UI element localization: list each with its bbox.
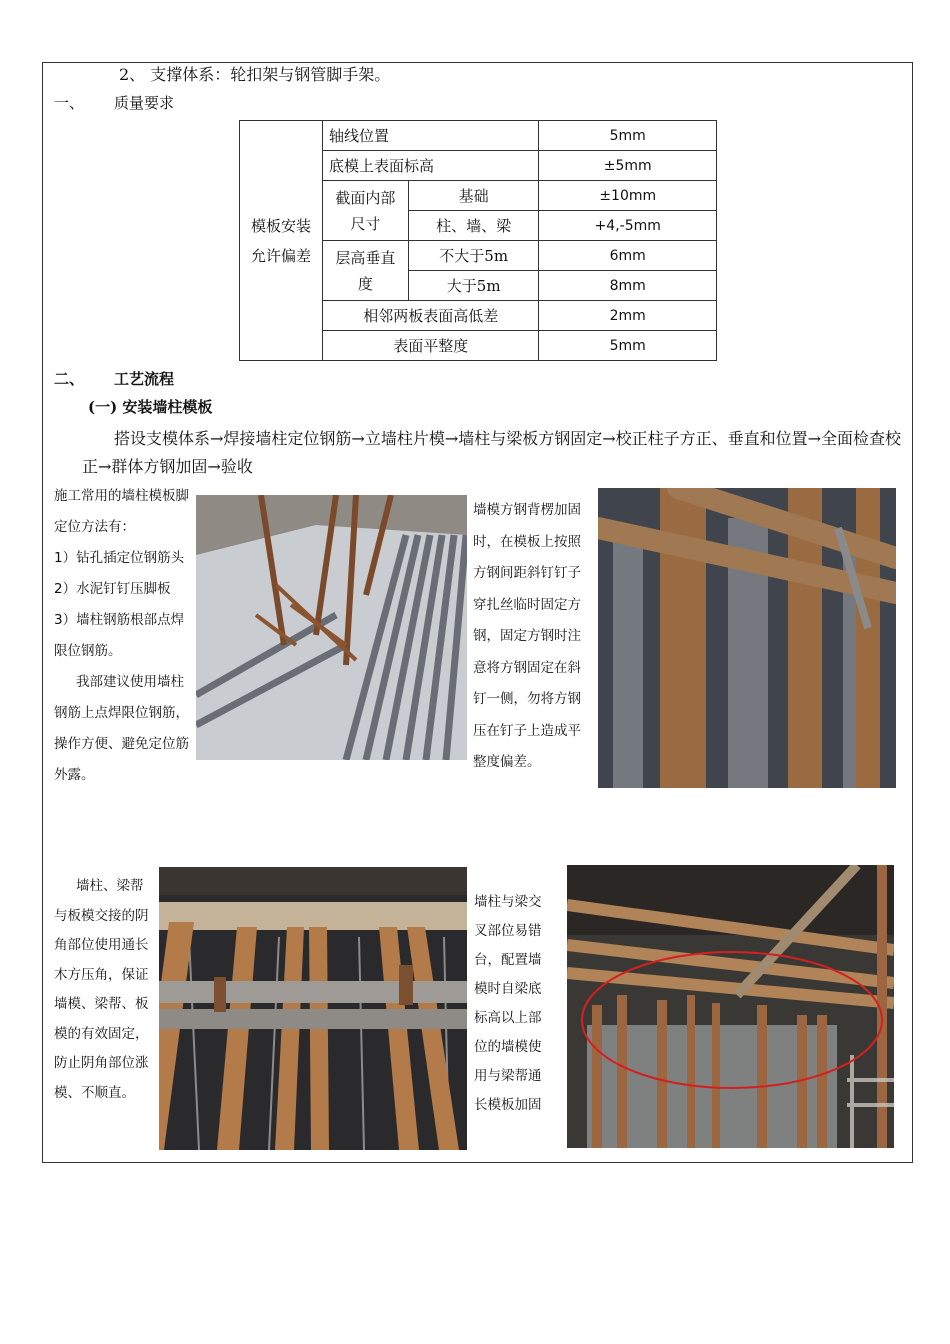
section-process-heading bbox=[54, 368, 174, 389]
beam-wall-junction-photo bbox=[567, 865, 894, 1148]
table-group-label: 模板安装允许偏差 bbox=[240, 121, 323, 361]
table-cell-value: 6mm bbox=[539, 241, 717, 271]
note-line: 施工常用的墙柱模板脚定位方法有： bbox=[54, 488, 189, 535]
table-cell-subitem: 基础 bbox=[408, 181, 539, 211]
table-cell-value: ±5mm bbox=[539, 151, 717, 181]
table-cell-value: 5mm bbox=[539, 331, 717, 361]
table-cell-item: 相邻两板表面高低差 bbox=[322, 301, 538, 331]
quality-tolerance-table bbox=[239, 120, 717, 361]
support-system-line: 2、 支撑体系：轮扣架与钢管脚手架。 bbox=[119, 65, 391, 84]
note-line: 2）水泥钉钉压脚板 bbox=[54, 581, 171, 597]
table-cell-value: +4,-5mm bbox=[539, 211, 717, 241]
process-flow-text: 搭设支模体系→焊接墙柱定位钢筋→立墙柱片模→墙柱与梁板方钢固定→校正柱子方正、垂直和位置→全面检查校正→群体方钢加固→验收 bbox=[82, 429, 902, 476]
corner-note: 墙柱、梁帮与板模交接的阴角部位使用通长木方压角，保证墙模、梁帮、板模的有效固定，防止阴角部位涨模、不顺直。 bbox=[54, 878, 149, 1101]
note-line: 3）墙柱钢筋根部点焊限位钢筋。 bbox=[54, 612, 185, 659]
table-cell-item: 轴线位置 bbox=[322, 121, 538, 151]
table-cell-item: 层高垂直度 bbox=[322, 241, 408, 301]
square-steel-note: 墙模方钢背楞加固时，在模板上按照方钢间距斜钉钉子穿扎丝临时固定方钢，固定方钢时注意将方钢固定在斜钉一侧，勿将方钢压在钉子上造成平整度偏差。 bbox=[473, 502, 581, 770]
table-cell-item: 截面内部尺寸 bbox=[322, 181, 408, 241]
table-cell-item: 表面平整度 bbox=[322, 331, 538, 361]
subsection-heading: (一) 安装墙柱模板 bbox=[88, 398, 213, 416]
table-cell-subitem: 大于5m bbox=[408, 271, 539, 301]
section-title: 质量要求 bbox=[114, 94, 175, 112]
table-cell-value: 5mm bbox=[539, 121, 717, 151]
section-number: 一、 bbox=[54, 94, 85, 112]
table-cell-value: 8mm bbox=[539, 271, 717, 301]
rebar-positioning-photo bbox=[196, 495, 467, 760]
table-cell-value: ±10mm bbox=[539, 181, 717, 211]
section-number: 二、 bbox=[54, 370, 85, 388]
table-cell-value: 2mm bbox=[539, 301, 717, 331]
junction-note: 墙柱与梁交叉部位易错台，配置墙模时自梁底标高以上部位的墙模使用与梁帮通长模板加固 bbox=[474, 894, 542, 1113]
note-line: 1）钻孔插定位钢筋头 bbox=[54, 550, 185, 566]
note-line: 我部建议使用墙柱钢筋上点焊限位钢筋，操作方便、避免定位筋外露。 bbox=[54, 674, 189, 783]
section-quality-heading bbox=[54, 92, 174, 113]
corner-timber-photo bbox=[159, 867, 467, 1150]
section-title: 工艺流程 bbox=[114, 370, 175, 388]
table-cell-subitem: 不大于5m bbox=[408, 241, 539, 271]
table-cell-item: 底模上表面标高 bbox=[322, 151, 538, 181]
table-cell-subitem: 柱、墙、梁 bbox=[408, 211, 539, 241]
positioning-notes bbox=[54, 481, 192, 791]
square-steel-photo bbox=[598, 488, 896, 788]
